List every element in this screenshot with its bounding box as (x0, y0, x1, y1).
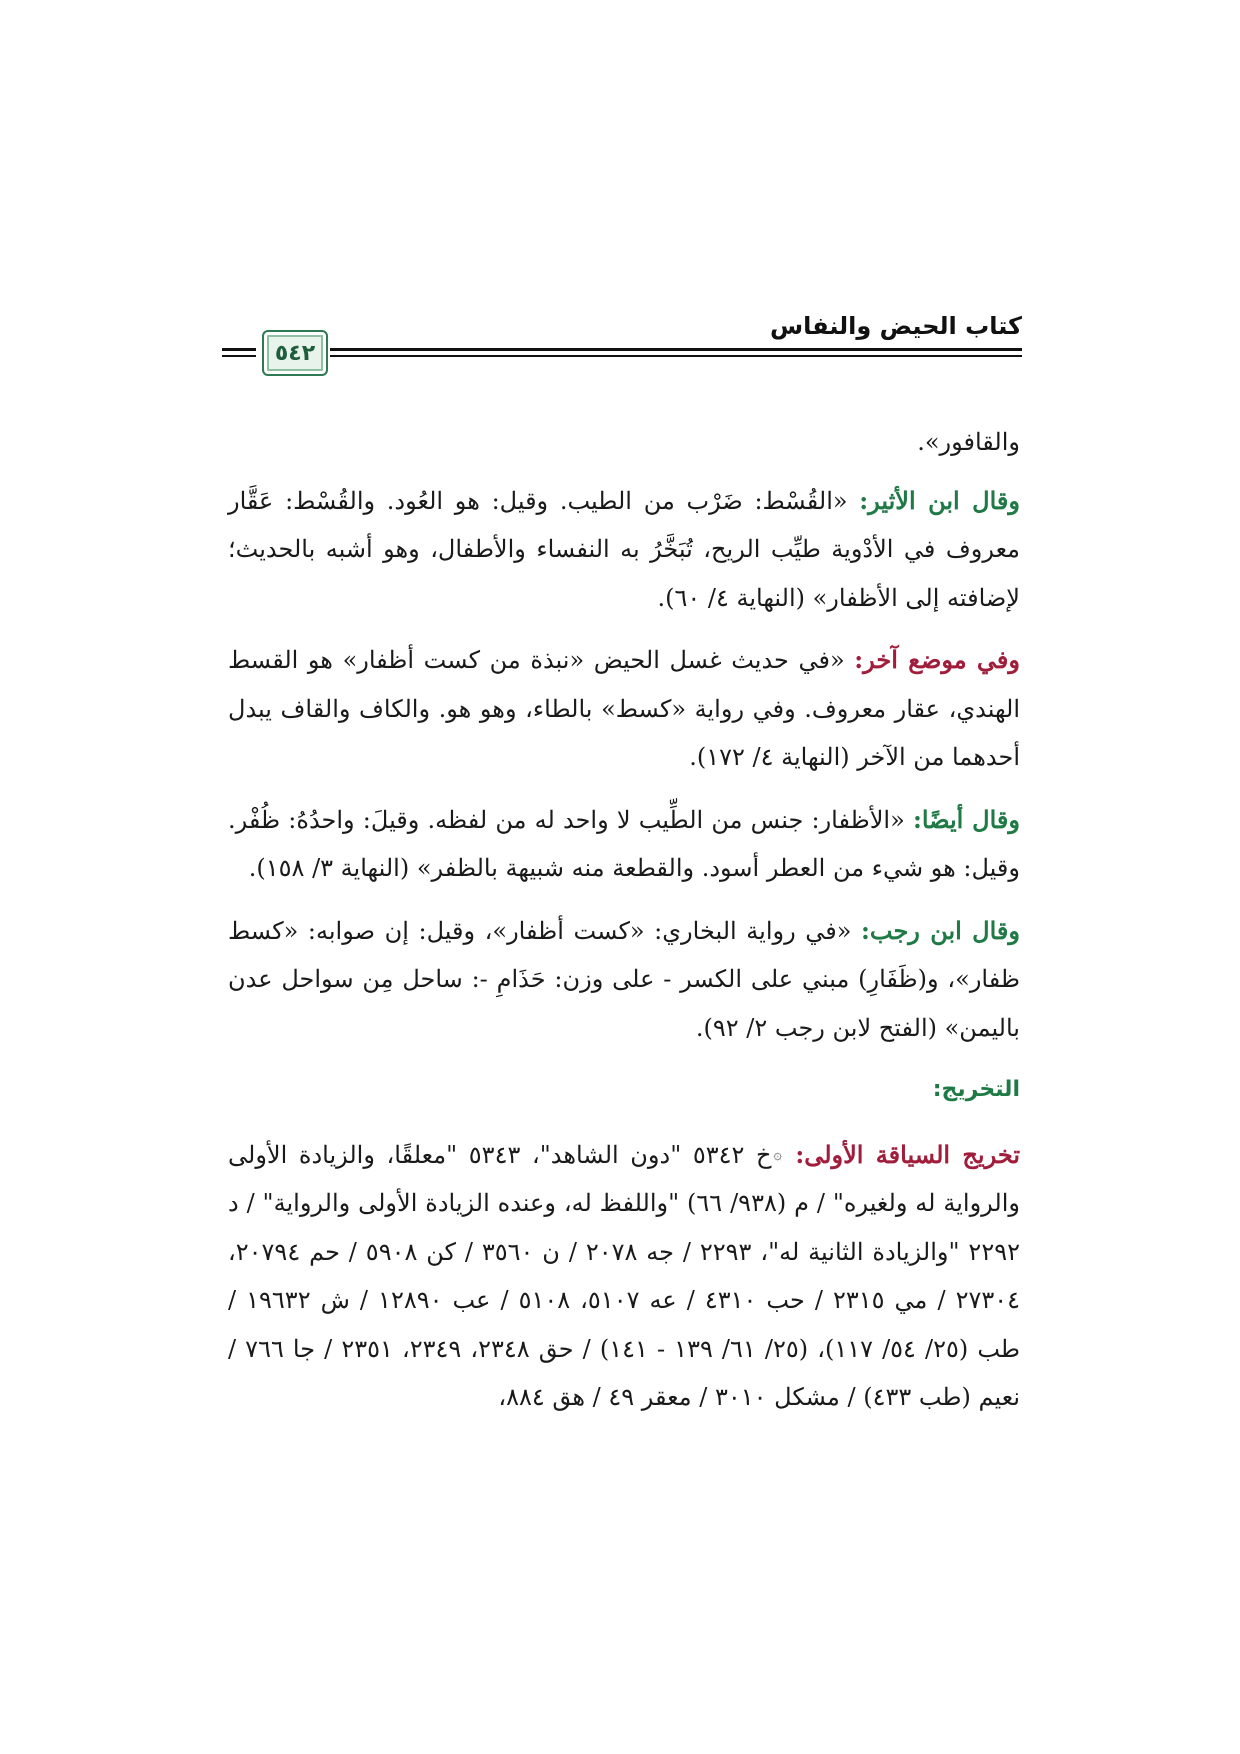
paragraph-2 (228, 477, 1020, 623)
paragraph-6 (228, 1131, 1020, 1422)
seal-icon: ۞ (773, 1146, 782, 1163)
book-title: كتاب الحيض والنفاس (769, 312, 1022, 340)
page-number-badge (262, 330, 328, 376)
paragraph-5-lead: وقال ابن رجب: (861, 915, 1020, 945)
paragraph-2-lead: وقال ابن الأثير: (859, 485, 1020, 515)
paragraph-3-lead: وفي موضع آخر: (854, 645, 1020, 674)
paragraph-2-text: «القُسْط: ضَرْب من الطيب. وقيل: هو العُود. والقُسْط: عَقَّار معروف في الأدْوية طيِّب الريح، تُبَخَّرُ به النفساء والأطفال، وهو أشبه بالحديث؛ لإضافته إلى الأظفار» (النهاية ٤/ ٦٠). (228, 486, 1020, 612)
paragraph-4 (228, 796, 1020, 893)
paragraph-6-lead: تخريج السياقة الأولى: (795, 1139, 1021, 1169)
paragraph-1-text: والقافور». (917, 428, 1020, 456)
page-number: ٥٤٢ (274, 340, 316, 366)
paragraph-3-text: «في حديث غسل الحيض «نبذة من كست أظفار» هو القسط الهندي، عقار معروف. وفي رواية «كسط» بالطاء، وهو هو. والكاف والقاف يبدل أحدهما من الآخر (النهاية ٤/ ١٧٢). (228, 646, 1020, 771)
paragraph-4-lead: وقال أيضًا: (912, 804, 1020, 834)
paragraph-4-text: «الأظفار: جنس من الطِّيب لا واحد له من لفظه. وقيلَ: واحدُهُ: ظُفْر. وقيل: هو شيء من العطر أسود. والقطعة منه شبيهة بالظفر» (النهاية ٣/ ١٥٨). (228, 805, 1020, 882)
paragraph-1 (228, 418, 1020, 467)
header-rule-left-thick (222, 348, 256, 351)
paragraph-5 (228, 907, 1020, 1053)
paragraph-5-text: «في رواية البخاري: «كست أظفار»، وقيل: إن صوابه: «كسط ظفار»، و(ظَفَارِ) مبني على الكسر - على وزن: حَذَامِ -: ساحل مِن سواحل عدن باليمن» (الفتح لابن رجب ٢/ ٩٢). (228, 916, 1020, 1042)
header-rule-left-thin (222, 355, 256, 357)
section-heading-takhrij: التخريج: (932, 1077, 1020, 1102)
page-body (228, 418, 1020, 1436)
paragraph-6-text: خ ٥٣٤٢ "دون الشاهد"، ٥٣٤٣ "معلقًا، والزيادة الأولى والرواية له ولغيره" / م (٩٣٨/ ٦٦) "واللفظ له، وعنده الزيادة الأولى والرواية" / د ٢٢٩٢ "والزيادة الثانية له"، ٢٢٩٣ / جه ٢٠٧٨ / ن ٣٥٦٠ / كن ٥٩٠٨ / حم ٢٠٧٩٤، ٢٧٣٠٤ / مي ٢٣١٥ / حب ٤٣١٠ / عه ٥١٠٧، ٥١٠٨ / عب ١٢٨٩٠ / ش ١٩٦٣٢ / طب (٢٥/ ٥٤/ ١١٧)، (٢٥/ ٦١/ ١٣٩ - ١٤١) / حق ٢٣٤٨، ٢٣٤٩، ٢٣٥١ / جا ٧٦٦ / نعيم (طب ٤٣٣) / مشكل ٣٠١٠ / معقر ٤٩ / هق ٨٨٤، (228, 1140, 1021, 1411)
header-rule-thick (330, 348, 1022, 351)
paragraph-3 (228, 636, 1020, 782)
page-header (222, 312, 1022, 392)
header-rule-thin (330, 355, 1022, 357)
